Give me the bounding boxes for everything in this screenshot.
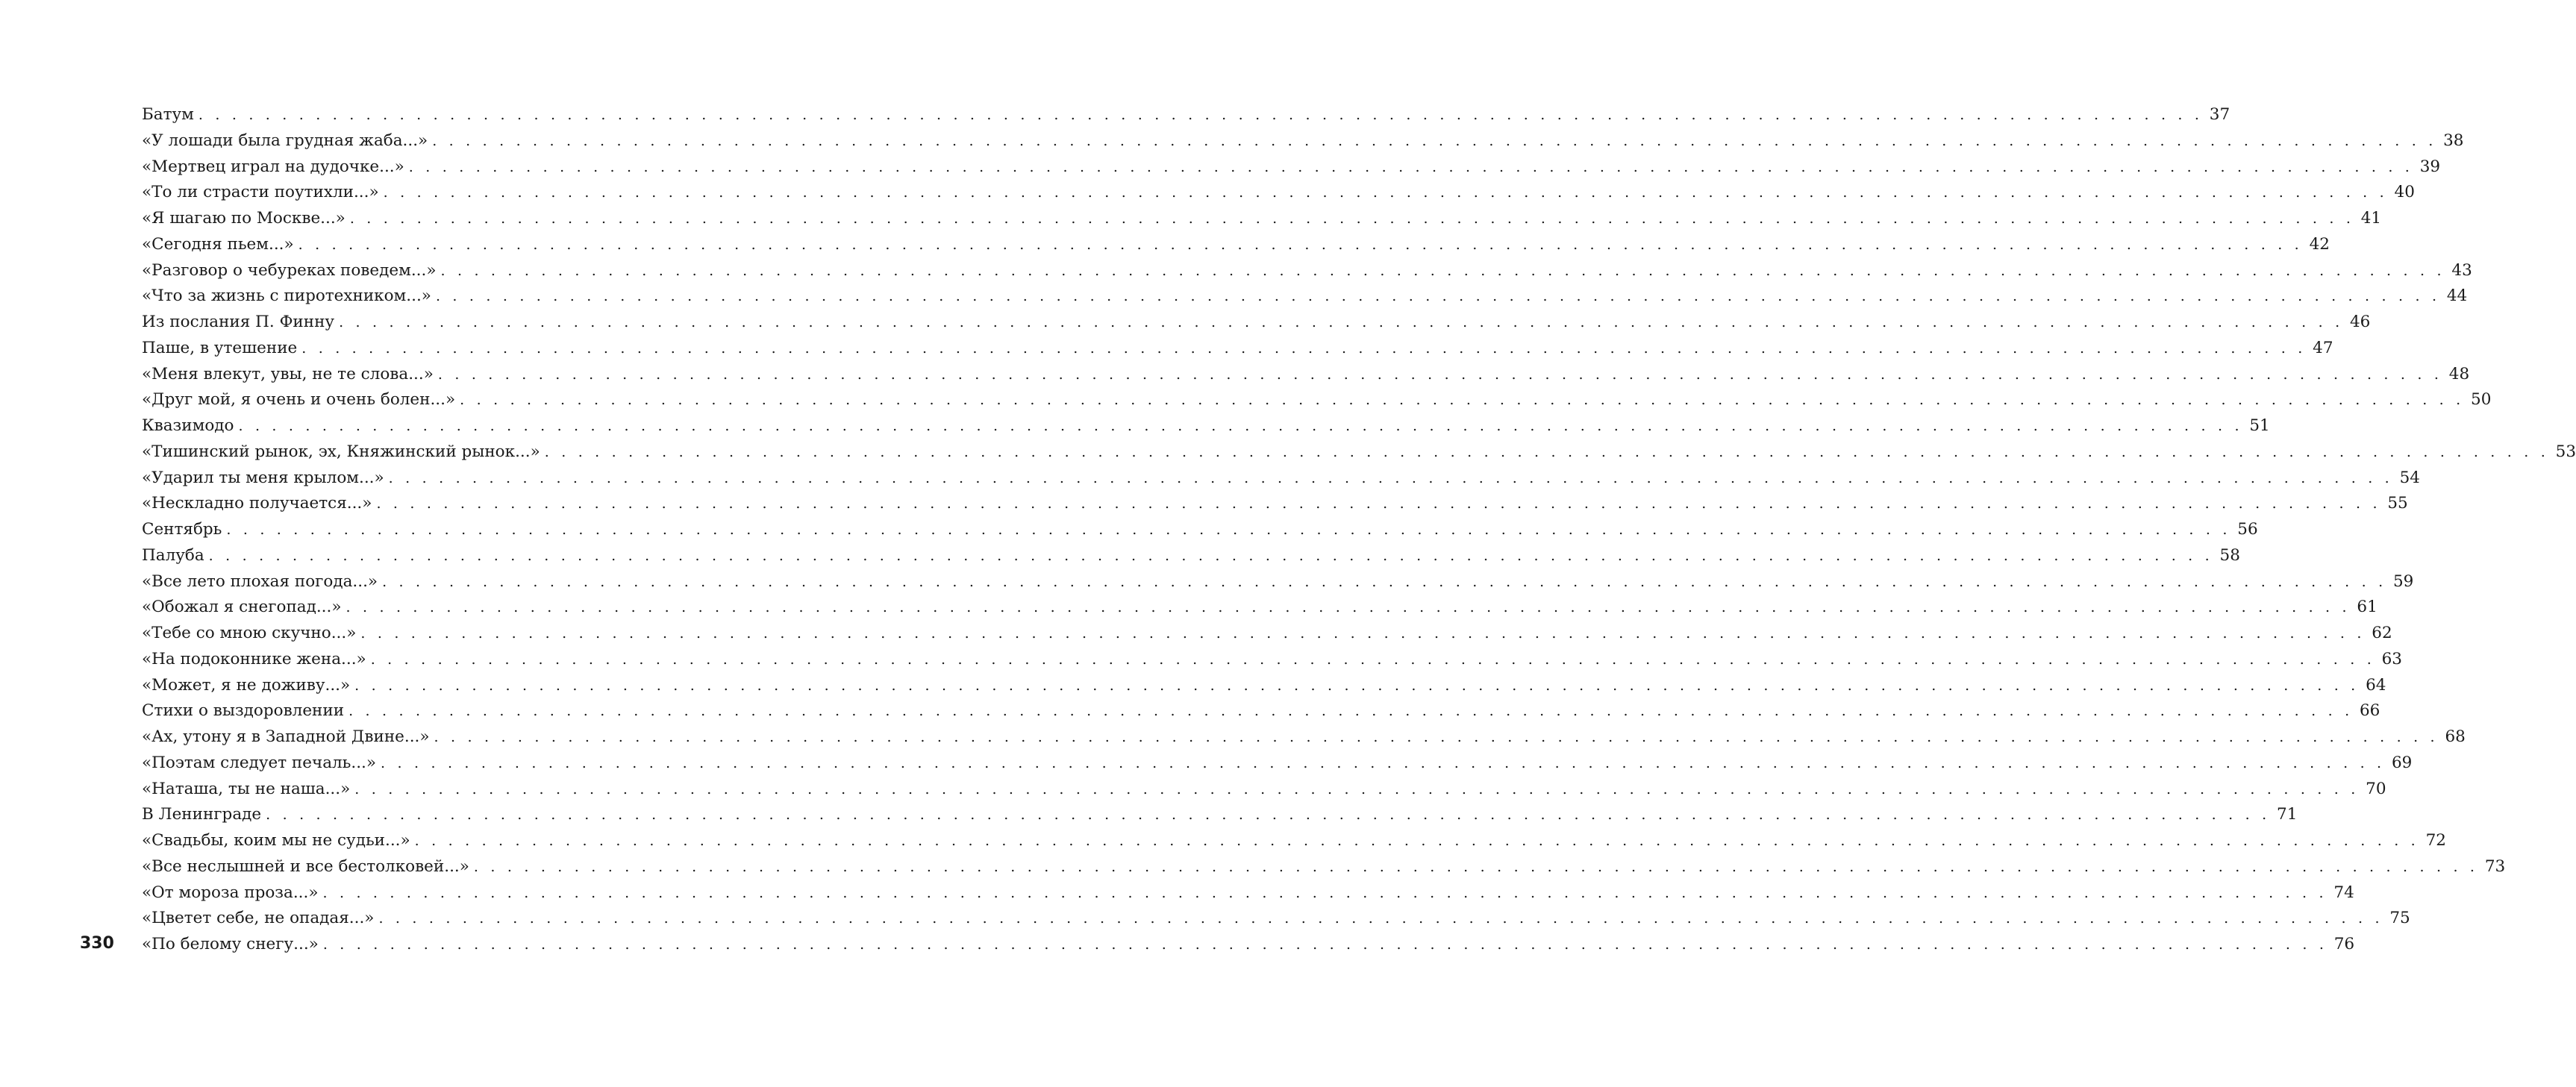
toc-entry-page: 39 <box>2419 157 2441 176</box>
toc-entry-title: «Что за жизнь с пиротехником...» <box>142 286 431 306</box>
toc-entry <box>142 128 2464 154</box>
toc-entry <box>142 777 2386 803</box>
dot-leader: . . . . . . . . . . . . . . . . . . . . . . . . . . . . . . . . . . . . . . . . . . . . . . . . . . . . . . . . . . . . . . . . . . . . . . . . . . . . . . . . . . . . . . . . . . . . . . . . . . . . . . . . . . . . . . . . . . . . . . . . <box>208 547 2213 564</box>
toc-entry-page: 47 <box>2313 338 2333 357</box>
toc-entry-page: 59 <box>2392 571 2414 591</box>
toc-entry-page: 50 <box>2471 390 2492 410</box>
dot-leader: . . . . . . . . . . . . . . . . . . . . . . . . . . . . . . . . . . . . . . . . . . . . . . . . . . . . . . . . . . . . . . . . . . . . . . . . . . . . . . . . . . . . . . . . . . . . . . . . . . . . . . . . . . . . . . . . . . . . . . . . <box>266 806 2271 824</box>
toc-entry <box>142 828 2446 854</box>
dot-leader: . . . . . . . . . . . . . . . . . . . . . . . . . . . . . . . . . . . . . . . . . . . . . . . . . . . . . . . . . . . . . . . . . . . . . . . . . . . . . . . . . . . . . . . . . . . . . . . . . . . . . . . . . . . . . . . . . . . . . . . . <box>388 469 2393 486</box>
toc-entry-page: 69 <box>2391 753 2413 772</box>
toc-entry-page: 66 <box>2359 701 2380 721</box>
toc-entry-title: «Я шагаю по Москве...» <box>142 209 346 228</box>
toc-entry-title: «Цветет себе, не опадая...» <box>142 909 375 928</box>
toc-entry-title: «Наташа, ты не наша...» <box>142 779 351 798</box>
toc-entry-page: 42 <box>2309 234 2330 254</box>
toc-entry-page: 56 <box>2237 520 2258 539</box>
toc-entry <box>142 543 2240 569</box>
dot-leader: . . . . . . . . . . . . . . . . . . . . . . . . . . . . . . . . . . . . . . . . . . . . . . . . . . . . . . . . . . . . . . . . . . . . . . . . . . . . . . . . . . . . . . . . . . . . . . . . . . . . . . . . . . . . . . . . . . . . . . . . <box>435 288 2441 305</box>
dot-leader: . . . . . . . . . . . . . . . . . . . . . . . . . . . . . . . . . . . . . . . . . . . . . . . . . . . . . . . . . . . . . . . . . . . . . . . . . . . . . . . . . . . . . . . . . . . . . . . . . . . . . . . . . . . . . . . . . . . . . . . . <box>298 236 2303 253</box>
toc-entry-page: 54 <box>2399 468 2420 487</box>
toc-entry <box>142 154 2441 181</box>
toc-entry-title: «Свадьбы, коим мы не судьи...» <box>142 831 410 850</box>
toc-entry-page: 40 <box>2394 183 2415 202</box>
toc-entry-page: 43 <box>2451 260 2472 280</box>
toc-entry <box>142 854 2506 880</box>
toc-entry-title: Батум <box>142 105 194 124</box>
dot-leader: . . . . . . . . . . . . . . . . . . . . . . . . . . . . . . . . . . . . . . . . . . . . . . . . . . . . . . . . . . . . . . . . . . . . . . . . . . . . . . . . . . . . . . . . . . . . . . . . . . . . . . . . . . . . . . . . . . . . . . . . <box>349 210 2355 227</box>
dot-leader: . . . . . . . . . . . . . . . . . . . . . . . . . . . . . . . . . . . . . . . . . . . . . . . . . . . . . . . . . . . . . . . . . . . . . . . . . . . . . . . . . . . . . . . . . . . . . . . . . . . . . . . . . . . . . . . . . . . . . . . . <box>414 833 2419 849</box>
toc-entry-page: 61 <box>2357 598 2378 617</box>
toc-entry <box>142 439 2576 466</box>
toc-entry-title: «У лошади была грудная жаба...» <box>142 131 428 150</box>
toc-entry-title: «Все лето плохая погода...» <box>142 571 378 591</box>
toc-entry-title: «Может, я не доживу...» <box>142 675 351 695</box>
dot-leader: . . . . . . . . . . . . . . . . . . . . . . . . . . . . . . . . . . . . . . . . . . . . . . . . . . . . . . . . . . . . . . . . . . . . . . . . . . . . . . . . . . . . . . . . . . . . . . . . . . . . . . . . . . . . . . . . . . . . . . . . <box>354 780 2360 798</box>
toc-entry-title: Квазимодо <box>142 416 234 435</box>
dot-leader: . . . . . . . . . . . . . . . . . . . . . . . . . . . . . . . . . . . . . . . . . . . . . . . . . . . . . . . . . . . . . . . . . . . . . . . . . . . . . . . . . . . . . . . . . . . . . . . . . . . . . . . . . . . . . . . . . . . . . . . . <box>378 910 2383 927</box>
toc-entry <box>142 724 2466 751</box>
toc-entry-title: «То ли страсти поутихли...» <box>142 183 379 202</box>
dot-leader: . . . . . . . . . . . . . . . . . . . . . . . . . . . . . . . . . . . . . . . . . . . . . . . . . . . . . . . . . . . . . . . . . . . . . . . . . . . . . . . . . . . . . . . . . . . . . . . . . . . . . . . . . . . . . . . . . . . . . . . . <box>382 573 2387 590</box>
toc-entry-page: 75 <box>2389 909 2410 928</box>
toc-entry-page: 44 <box>2446 286 2468 306</box>
toc-entry-title: «Друг мой, я очень и очень болен...» <box>142 390 456 410</box>
toc-entry-title: «От мороза проза...» <box>142 883 319 902</box>
toc-entry-title: «Ах, утону я в Западной Двине...» <box>142 727 430 746</box>
toc-entry-title: «Разговор о чебуреках поведем...» <box>142 260 437 280</box>
toc-entry <box>142 232 2330 258</box>
toc-entry <box>142 491 2408 517</box>
toc-entry <box>142 673 2386 699</box>
toc-entry-page: 53 <box>2555 442 2576 461</box>
dot-leader: . . . . . . . . . . . . . . . . . . . . . . . . . . . . . . . . . . . . . . . . . . . . . . . . . . . . . . . . . . . . . . . . . . . . . . . . . . . . . . . . . . . . . . . . . . . . . . . . . . . . . . . . . . . . . . . . . . . . . . . . <box>434 729 2439 745</box>
toc-entry <box>142 698 2380 724</box>
toc-entry-page: 55 <box>2387 494 2408 513</box>
dot-leader: . . . . . . . . . . . . . . . . . . . . . . . . . . . . . . . . . . . . . . . . . . . . . . . . . . . . . . . . . . . . . . . . . . . . . . . . . . . . . . . . . . . . . . . . . . . . . . . . . . . . . . . . . . . . . . . . . . . . . . . . <box>440 262 2445 279</box>
toc-entry-title: Паше, в утешение <box>142 338 298 357</box>
dot-leader: . . . . . . . . . . . . . . . . . . . . . . . . . . . . . . . . . . . . . . . . . . . . . . . . . . . . . . . . . . . . . . . . . . . . . . . . . . . . . . . . . . . . . . . . . . . . . . . . . . . . . . . . . . . . . . . . . . . . . . . . <box>381 754 2386 771</box>
toc-entry-page: 63 <box>2381 649 2402 668</box>
dot-leader: . . . . . . . . . . . . . . . . . . . . . . . . . . . . . . . . . . . . . . . . . . . . . . . . . . . . . . . . . . . . . . . . . . . . . . . . . . . . . . . . . . . . . . . . . . . . . . . . . . . . . . . . . . . . . . . . . . . . . . . . <box>432 132 2437 149</box>
toc-entry-page: 70 <box>2366 779 2386 798</box>
toc-entry-title: Палуба <box>142 545 204 565</box>
toc-entry-page: 38 <box>2443 131 2464 150</box>
dot-leader: . . . . . . . . . . . . . . . . . . . . . . . . . . . . . . . . . . . . . . . . . . . . . . . . . . . . . . . . . . . . . . . . . . . . . . . . . . . . . . . . . . . . . . . . . . . . . . . . . . . . . . . . . . . . . . . . . . . . . . . . <box>370 651 2375 668</box>
toc-entry-page: 71 <box>2277 805 2298 824</box>
toc-entry <box>142 413 2270 439</box>
toc-entry <box>142 362 2470 388</box>
toc-entry-title: Сентябрь <box>142 520 222 539</box>
dot-leader: . . . . . . . . . . . . . . . . . . . . . . . . . . . . . . . . . . . . . . . . . . . . . . . . . . . . . . . . . . . . . . . . . . . . . . . . . . . . . . . . . . . . . . . . . . . . . . . . . . . . . . . . . . . . . . . . . . . . . . . . <box>460 392 2465 409</box>
toc-entry-title: «Мертвец играл на дудочке...» <box>142 157 404 176</box>
dot-leader: . . . . . . . . . . . . . . . . . . . . . . . . . . . . . . . . . . . . . . . . . . . . . . . . . . . . . . . . . . . . . . . . . . . . . . . . . . . . . . . . . . . . . . . . . . . . . . . . . . . . . . . . . . . . . . . . . . . . . . . . <box>437 366 2443 383</box>
toc-entry <box>142 751 2413 777</box>
toc-entry <box>142 595 2378 621</box>
toc-entry-page: 73 <box>2484 856 2506 876</box>
toc-entry <box>142 569 2414 595</box>
dot-leader: . . . . . . . . . . . . . . . . . . . . . . . . . . . . . . . . . . . . . . . . . . . . . . . . . . . . . . . . . . . . . . . . . . . . . . . . . . . . . . . . . . . . . . . . . . . . . . . . . . . . . . . . . . . . . . . . . . . . . . . . <box>198 107 2204 123</box>
toc-entry <box>142 206 2382 232</box>
toc-entry <box>142 880 2354 906</box>
dot-leader: . . . . . . . . . . . . . . . . . . . . . . . . . . . . . . . . . . . . . . . . . . . . . . . . . . . . . . . . . . . . . . . . . . . . . . . . . . . . . . . . . . . . . . . . . . . . . . . . . . . . . . . . . . . . . . . . . . . . . . . . <box>339 314 2344 331</box>
dot-leader: . . . . . . . . . . . . . . . . . . . . . . . . . . . . . . . . . . . . . . . . . . . . . . . . . . . . . . . . . . . . . . . . . . . . . . . . . . . . . . . . . . . . . . . . . . . . . . . . . . . . . . . . . . . . . . . . . . . . . . . . <box>322 884 2328 901</box>
toc-entry-title: «Тишинский рынок, эх, Княжинский рынок...» <box>142 442 540 461</box>
toc-entry-page: 58 <box>2219 545 2240 565</box>
toc-entry <box>142 180 2415 206</box>
toc-entry <box>142 387 2492 413</box>
dot-leader: . . . . . . . . . . . . . . . . . . . . . . . . . . . . . . . . . . . . . . . . . . . . . . . . . . . . . . . . . . . . . . . . . . . . . . . . . . . . . . . . . . . . . . . . . . . . . . . . . . . . . . . . . . . . . . . . . . . . . . . . <box>238 418 2243 434</box>
toc-entry-title: «Сегодня пьем...» <box>142 234 294 254</box>
page-number: 330 <box>80 934 114 953</box>
toc-entry-page: 48 <box>2448 364 2470 383</box>
dot-leader: . . . . . . . . . . . . . . . . . . . . . . . . . . . . . . . . . . . . . . . . . . . . . . . . . . . . . . . . . . . . . . . . . . . . . . . . . . . . . . . . . . . . . . . . . . . . . . . . . . . . . . . . . . . . . . . . . . . . . . . . <box>376 495 2381 513</box>
toc-entry-page: 68 <box>2445 727 2466 746</box>
dot-leader: . . . . . . . . . . . . . . . . . . . . . . . . . . . . . . . . . . . . . . . . . . . . . . . . . . . . . . . . . . . . . . . . . . . . . . . . . . . . . . . . . . . . . . . . . . . . . . . . . . . . . . . . . . . . . . . . . . . . . . . . <box>408 158 2414 175</box>
toc-entry-page: 74 <box>2333 883 2354 902</box>
toc-entry <box>142 102 2230 128</box>
toc-entry-title: «Ударил ты меня крылом...» <box>142 468 384 487</box>
toc-entry-title: «На подоконнике жена...» <box>142 649 366 668</box>
toc-entry-title: Стихи о выздоровлении <box>142 701 345 721</box>
toc-entry-page: 46 <box>2349 313 2371 331</box>
toc-entry <box>142 906 2410 932</box>
dot-leader: . . . . . . . . . . . . . . . . . . . . . . . . . . . . . . . . . . . . . . . . . . . . . . . . . . . . . . . . . . . . . . . . . . . . . . . . . . . . . . . . . . . . . . . . . . . . . . . . . . . . . . . . . . . . . . . . . . . . . . . . <box>354 677 2360 694</box>
toc-entry-page: 37 <box>2209 105 2230 124</box>
toc-entry-title: Из послания П. Финну <box>142 313 335 331</box>
dot-leader: . . . . . . . . . . . . . . . . . . . . . . . . . . . . . . . . . . . . . . . . . . . . . . . . . . . . . . . . . . . . . . . . . . . . . . . . . . . . . . . . . . . . . . . . . . . . . . . . . . . . . . . . . . . . . . . . . . . . . . . . <box>346 599 2351 616</box>
toc-entry <box>142 466 2420 492</box>
toc-entry-page: 41 <box>2360 209 2382 228</box>
toc-entry <box>142 517 2258 543</box>
dot-leader: . . . . . . . . . . . . . . . . . . . . . . . . . . . . . . . . . . . . . . . . . . . . . . . . . . . . . . . . . . . . . . . . . . . . . . . . . . . . . . . . . . . . . . . . . . . . . . . . . . . . . . . . . . . . . . . . . . . . . . . . <box>473 858 2479 875</box>
toc-entry <box>142 621 2392 647</box>
dot-leader: . . . . . . . . . . . . . . . . . . . . . . . . . . . . . . . . . . . . . . . . . . . . . . . . . . . . . . . . . . . . . . . . . . . . . . . . . . . . . . . . . . . . . . . . . . . . . . . . . . . . . . . . . . . . . . . . . . . . . . . . <box>348 703 2354 720</box>
dot-leader: . . . . . . . . . . . . . . . . . . . . . . . . . . . . . . . . . . . . . . . . . . . . . . . . . . . . . . . . . . . . . . . . . . . . . . . . . . . . . . . . . . . . . . . . . . . . . . . . . . . . . . . . . . . . . . . . . . . . . . . . <box>360 625 2366 642</box>
toc-entry-title: В Ленинграде <box>142 805 262 824</box>
toc-entry <box>142 284 2468 310</box>
toc-entry <box>142 647 2402 673</box>
toc-entry-page: 76 <box>2333 935 2355 953</box>
toc-entry-title: «Меня влекут, увы, не те слова...» <box>142 364 434 383</box>
toc-entry-title: «Нескладно получается...» <box>142 494 372 513</box>
dot-leader: . . . . . . . . . . . . . . . . . . . . . . . . . . . . . . . . . . . . . . . . . . . . . . . . . . . . . . . . . . . . . . . . . . . . . . . . . . . . . . . . . . . . . . . . . . . . . . . . . . . . . . . . . . . . . . . . . . . . . . . . <box>301 339 2307 357</box>
dot-leader: . . . . . . . . . . . . . . . . . . . . . . . . . . . . . . . . . . . . . . . . . . . . . . . . . . . . . . . . . . . . . . . . . . . . . . . . . . . . . . . . . . . . . . . . . . . . . . . . . . . . . . . . . . . . . . . . . . . . . . . . <box>226 521 2231 538</box>
toc-entry-title: «По белому снегу...» <box>142 935 319 953</box>
dot-leader: . . . . . . . . . . . . . . . . . . . . . . . . . . . . . . . . . . . . . . . . . . . . . . . . . . . . . . . . . . . . . . . . . . . . . . . . . . . . . . . . . . . . . . . . . . . . . . . . . . . . . . . . . . . . . . . . . . . . . . . . <box>322 936 2328 953</box>
toc-entry-title: «Обожал я снегопад...» <box>142 598 342 617</box>
toc-entry <box>142 336 2333 362</box>
toc-entry-page: 72 <box>2425 831 2446 850</box>
dot-leader: . . . . . . . . . . . . . . . . . . . . . . . . . . . . . . . . . . . . . . . . . . . . . . . . . . . . . . . . . . . . . . . . . . . . . . . . . . . . . . . . . . . . . . . . . . . . . . . . . . . . . . . . . . . . . . . . . . . . . . . . <box>544 443 2549 460</box>
toc-entry <box>142 310 2371 336</box>
toc-entry-page: 51 <box>2249 416 2270 435</box>
toc-entry-page: 62 <box>2372 624 2392 642</box>
toc-entry-title: «Все неслышней и все бестолковей...» <box>142 856 469 876</box>
toc-entry-title: «Поэтам следует печаль...» <box>142 753 377 772</box>
toc-entry <box>142 932 2355 958</box>
dot-leader: . . . . . . . . . . . . . . . . . . . . . . . . . . . . . . . . . . . . . . . . . . . . . . . . . . . . . . . . . . . . . . . . . . . . . . . . . . . . . . . . . . . . . . . . . . . . . . . . . . . . . . . . . . . . . . . . . . . . . . . . <box>383 184 2388 201</box>
toc-entry-page: 64 <box>2366 675 2386 695</box>
table-of-contents <box>142 102 2576 958</box>
toc-entry-title: «Тебе со мною скучно...» <box>142 624 357 642</box>
toc-entry <box>142 258 2472 284</box>
toc-entry <box>142 802 2298 828</box>
